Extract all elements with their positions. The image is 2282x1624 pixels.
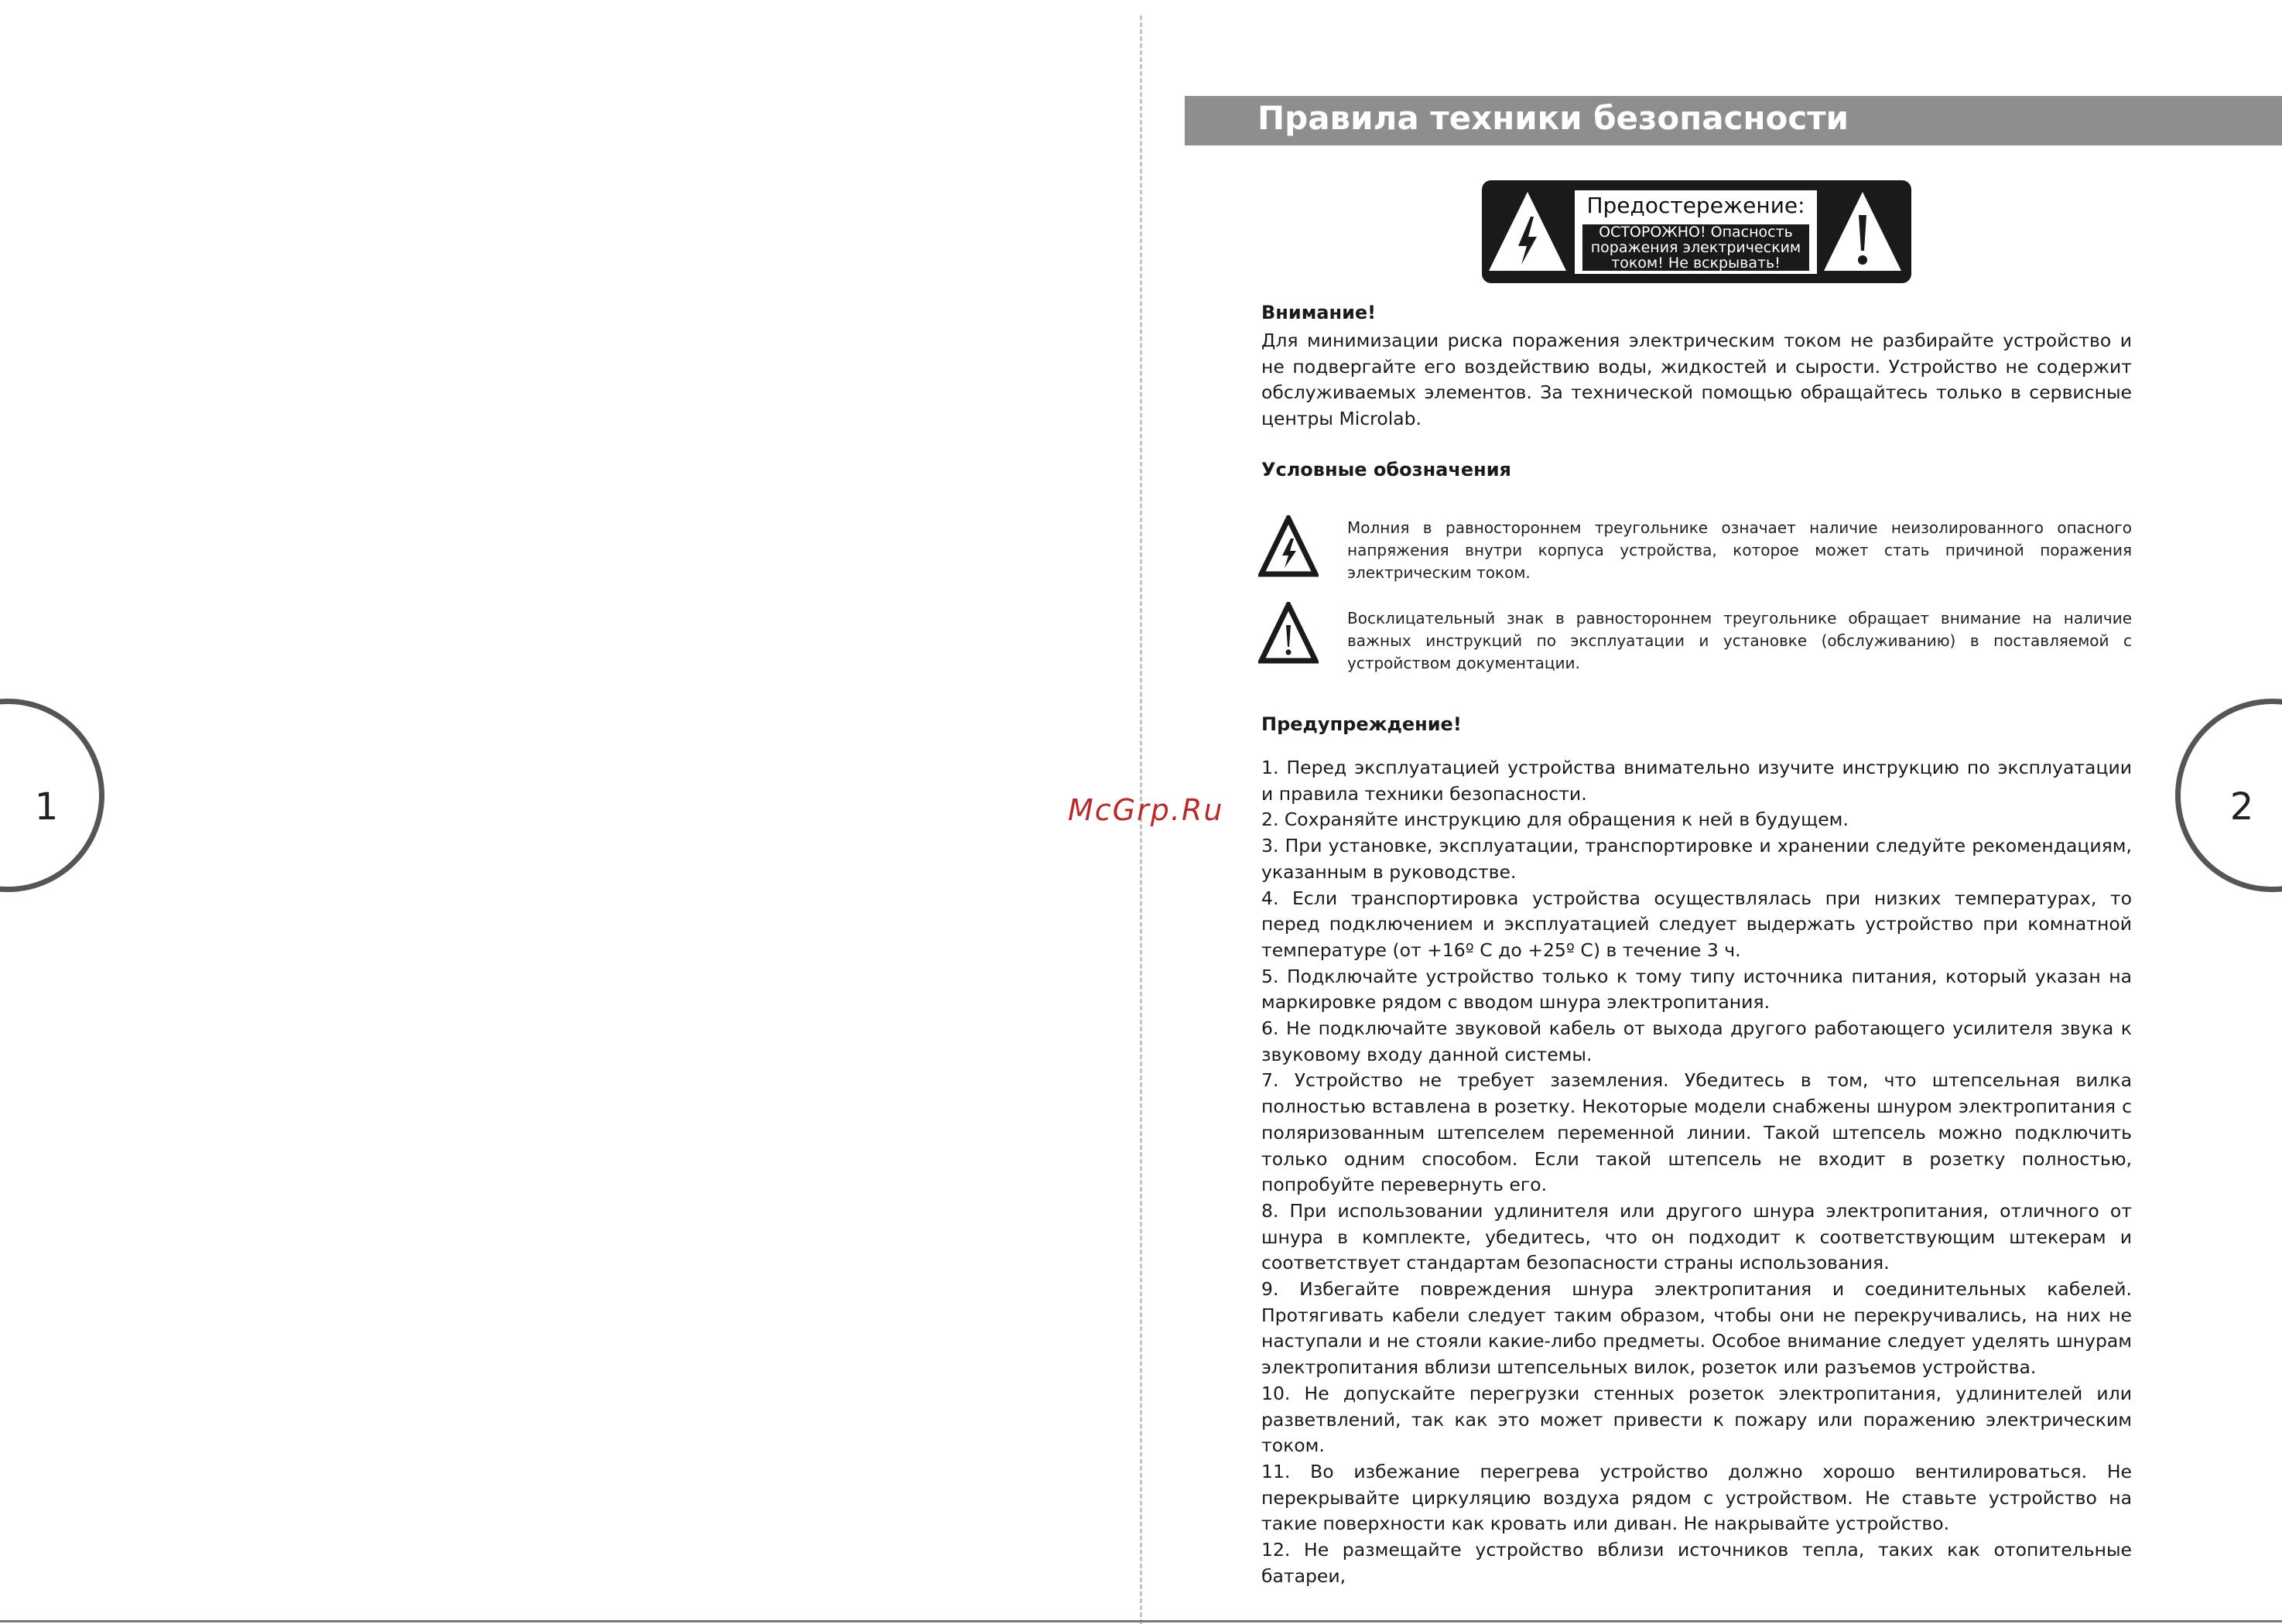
title-bar — [1185, 96, 2282, 145]
page-number-right: 2 — [2229, 785, 2254, 829]
warning-heading: Предупреждение! — [1261, 713, 1462, 735]
list-item: 10. Не допускайте перегрузки стенных розеток электропитания, удлинителей или разветвлений, так как это может привести к пожару или поражению электрическим током. — [1261, 1382, 2132, 1457]
list-item: 1. Перед эксплуатацией устройства внимательно изучите инструкцию по эксплуатации и правила техники безопасности. — [1261, 757, 2132, 805]
list-item: 11. Во избежание перегрева устройство должно хорошо вентилироваться. Не перекрывайте циркуляцию воздуха рядом с устройством. Не ставьте устройство на такие поверхности как кровать или диван. Не накрывайте устройство. — [1261, 1460, 2132, 1535]
attention-text: Для минимизации риска поражения электрическим током не разбирайте устройство и не подвергайте его воздействию воды, жидкостей и сырости. Устройство не содержит обслуживаемых элементов. За технической помощью обращайтесь только в сервисные центры Microlab. — [1261, 330, 2132, 430]
warning-plate — [1482, 180, 1911, 283]
lightning-triangle-icon — [1484, 187, 1571, 275]
watermark: McGrp.Ru — [1068, 793, 1224, 827]
symbol-description: Молния в равностороннем треугольнике означает наличие неизолированного опасного напряжения внутри корпуса устройства, которое может стать причиной поражения электрическим током. — [1347, 518, 2132, 582]
exclamation-triangle-icon — [1819, 187, 1906, 275]
page-number-left: 1 — [34, 785, 59, 829]
list-item: 6. Не подключайте звуковой кабель от выхода другого работающего усилителя звука к звуковому входу данной системы. — [1261, 1017, 2132, 1065]
list-item: 3. При установке, эксплуатации, транспортировке и хранении следуйте рекомендациям, указанным в руководстве. — [1261, 835, 2132, 883]
page-title: Правила техники безопасности — [1257, 99, 1849, 137]
attention-text-block — [1261, 328, 2132, 432]
list-item: 5. Подключайте устройство только к тому типу источника питания, который указан на маркировке рядом с вводом шнура электропитания. — [1261, 965, 2132, 1014]
warning-rules-list — [1261, 755, 2132, 1590]
attention-heading: Внимание! — [1261, 302, 1377, 323]
warning-plate-line: поражения электрическим — [1590, 239, 1801, 256]
list-item: 9. Избегайте повреждения шнура электропитания и соединительных кабелей. Протягивать кабели следует таким образом, чтобы они не перекручивались, на них не наступали и не стояли какие-либо предметы. Особое внимание следует уделять шнурам электропитания вблизи штепсельных вилок, розеток или разъемов устройства. — [1261, 1278, 2132, 1379]
bottom-rule — [0, 1620, 2282, 1622]
list-item: 8. При использовании удлинителя или другого шнура электропитания, отличного от шнура в комплекте, убедитесь, что он подходит к соответствующим штекерам и соответствует стандартам безопасности страны использования. — [1261, 1199, 2132, 1274]
warning-plate-text — [1582, 224, 1809, 271]
exclamation-triangle-icon — [1258, 602, 1319, 665]
warning-plate-line: током! Не вскрывать! — [1611, 255, 1781, 272]
symbol-description: Восклицательный знак в равностороннем треугольнике обращает внимание на наличие важных инструкций по эксплуатации и установке (обслуживанию) в поставляемой с устройством документации. — [1347, 609, 2132, 672]
list-item: 4. Если транспортировка устройства осуществлялась при низких температурах, то перед подключением и эксплуатацией следует выдержать устройство при комнатной температуре (от +16º С до +25º С) в течение 3 ч. — [1261, 887, 2132, 961]
warning-plate-label — [1575, 190, 1817, 274]
list-item: 7. Устройство не требует заземления. Убедитесь в том, что штепсельная вилка полностью вставлена в розетку. Некоторые модели снабжены шнуром электропитания с поляризованным штепселем переменной линии. Такой штепсель можно подключить только одним способом. Если такой штепсель не входит в розетку полностью, попробуйте перевернуть его. — [1261, 1069, 2132, 1196]
warning-plate-heading: Предостережение: — [1586, 193, 1805, 218]
list-item: 2. Сохраняйте инструкцию для обращения к ней в будущем. — [1261, 809, 1849, 831]
lightning-triangle-icon — [1258, 515, 1319, 579]
warning-plate-line: ОСТОРОЖНО! Опасность — [1599, 224, 1793, 241]
left-page — [0, 0, 1138, 1624]
list-item: 12. Не размещайте устройство вблизи источников тепла, таких как отопительные батареи, — [1261, 1539, 2132, 1587]
symbols-heading: Условные обозначения — [1261, 459, 1511, 480]
